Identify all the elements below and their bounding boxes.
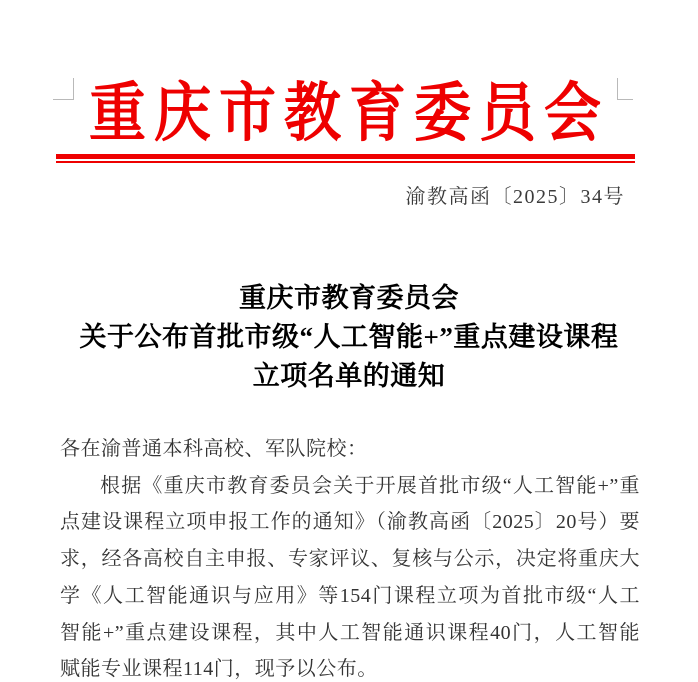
agency-masthead: 重庆市教育委员会 bbox=[89, 78, 609, 150]
notice-title-line-2: 关于公布首批市级“人工智能+”重点建设课程 bbox=[79, 322, 619, 352]
paragraph-line: 根据《重庆市教育委员会关于开展首批市级“人工智能+”重 bbox=[100, 474, 640, 497]
red-rule-thin-line bbox=[56, 161, 635, 163]
paragraph-line: 智能+”重点建设课程，其中人工智能通识课程40门，人工智能 bbox=[60, 621, 640, 644]
notice-title-line-1: 重庆市教育委员会 bbox=[239, 283, 459, 313]
notice-body bbox=[60, 431, 640, 682]
paragraph-line: 学《人工智能通识与应用》等154门课程立项为首批市级“人工 bbox=[60, 584, 640, 607]
paragraph-line: 求，经各高校自主申报、专家评议、复核与公示，决定将重庆大 bbox=[60, 548, 640, 571]
salutation: 各在渝普通本科高校、军队院校： bbox=[60, 438, 368, 460]
paragraph-line: 赋能专业课程114门，现予以公布。 bbox=[60, 658, 378, 681]
red-separator-rule bbox=[56, 154, 635, 163]
notice-title bbox=[0, 279, 698, 396]
red-rule-thick-line bbox=[56, 154, 635, 159]
notice-title-line-3: 立项名单的通知 bbox=[252, 361, 446, 391]
paragraph-line: 点建设课程立项申报工作的通知》（渝教高函〔2025〕20号）要 bbox=[60, 511, 640, 534]
document-reference-number: 渝教高函〔2025〕34号 bbox=[405, 186, 625, 208]
